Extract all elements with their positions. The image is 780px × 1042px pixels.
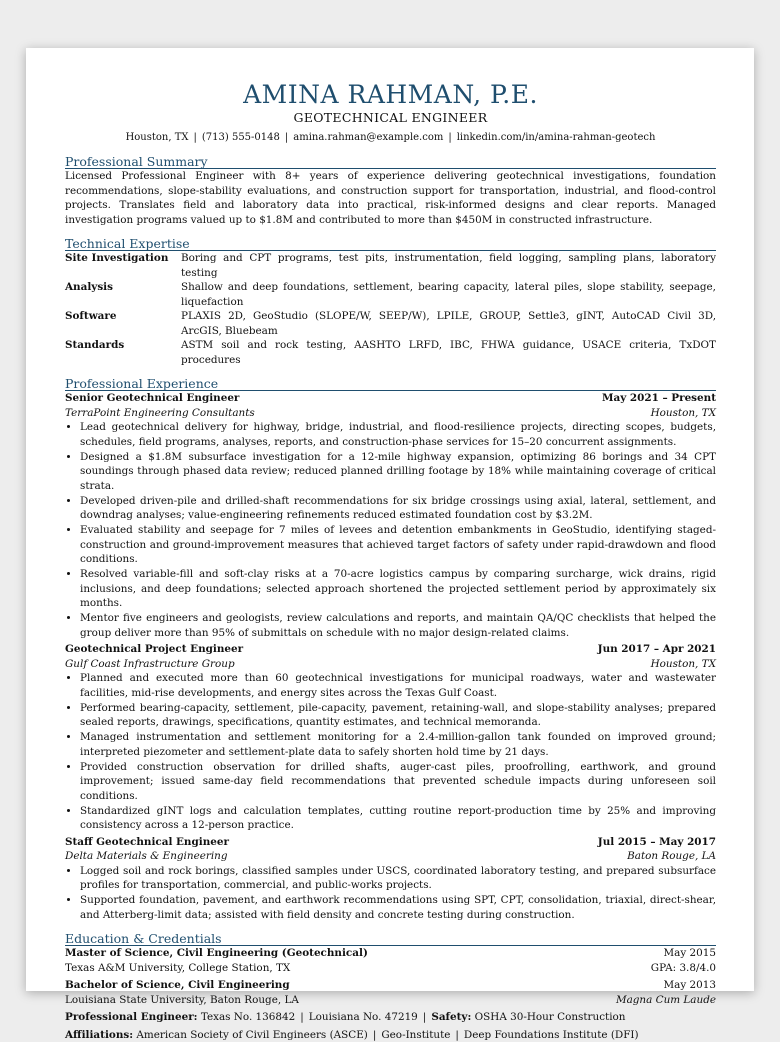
degree-date: May 2013 (664, 978, 716, 993)
job-bullet: • Mentor five engineers and geologists, review calculations and reports, and maintain QA/QC checklists that helped the group deliver more than 95% of submittals on schedule with no major design-related claims. (80, 611, 716, 640)
skill-value: ASTM soil and rock testing, AASHTO LRFD, IBC, FHWA guidance, USACE criteria, TxDOT procedures (181, 338, 716, 367)
degree-entry (65, 946, 716, 975)
license-label: Professional Engineer: (65, 1011, 198, 1023)
candidate-title: GEOTECHNICAL ENGINEER (65, 110, 716, 125)
degree-note: GPA: 3.8/4.0 (651, 961, 716, 976)
job-bullets (65, 420, 716, 640)
job-entry (65, 642, 716, 833)
job-bullet: • Provided construction observation for drilled shafts, auger-cast piles, proofrolling, earthwork, and ground improvement; issued same-day field recommendations that prevented schedule impacts during unforeseen soil conditions. (80, 760, 716, 804)
experience-heading: Professional Experience (65, 376, 716, 391)
summary-text: Licensed Professional Engineer with 8+ years of experience delivering geotechnical investigations, foundation recommendations, slope-stability evaluations, and construction support for transportation, industrial, and flood-control projects. Translates field and laboratory data into practical, risk-informed designs and clear reports. Managed investigation programs valued up to $1.8M and contributed to more than $450M in constructed infrastructure. (65, 169, 716, 227)
contact-location: Houston, TX (126, 132, 189, 143)
job-dates: Jul 2015 – May 2017 (598, 835, 716, 850)
job-location: Baton Rouge, LA (627, 849, 716, 864)
safety-label: Safety: (431, 1011, 471, 1023)
skill-value: Shallow and deep foundations, settlement, bearing capacity, lateral piles, slope stability, seepage, liquefaction (181, 280, 716, 309)
contact-line: Houston, TX | (713) 555-0148 | amina.rahman@example.com | linkedin.com/in/amina-rahman-geotech (65, 131, 716, 145)
resume-page (26, 48, 754, 991)
skills-table (65, 251, 716, 367)
job-bullet: • Standardized gINT logs and calculation templates, cutting routine report-production time by 25% and improving consistency across a 12-person practice. (80, 804, 716, 833)
contact-phone: (713) 555-0148 (202, 132, 280, 143)
skill-label: Standards (65, 338, 181, 367)
affiliation-item: Geo-Institute (381, 1029, 450, 1041)
degree-note: Magna Cum Laude (616, 993, 716, 1008)
degree-entry (65, 978, 716, 1007)
skill-label: Site Investigation (65, 251, 181, 280)
affiliation-item: American Society of Civil Engineers (ASCE) (136, 1029, 367, 1041)
skill-row (65, 309, 716, 338)
affiliations-line: Affiliations: American Society of Civil Engineers (ASCE) | Geo-Institute | Deep Foundations Institute (DFI) (65, 1028, 716, 1042)
job-bullet: • Managed instrumentation and settlement monitoring for a 2.4-million-gallon tank founded on improved ground; interpreted piezometer and settlement-plate data to safely shorten hold time by 21 days. (80, 730, 716, 759)
skill-row (65, 280, 716, 309)
job-bullet: • Resolved variable-fill and soft-clay risks at a 70-acre logistics campus by comparing surcharge, wick drains, rigid inclusions, and deep foundations; selected approach shortened the projected settlement period by approximately six months. (80, 567, 716, 611)
skill-value: Boring and CPT programs, test pits, instrumentation, field logging, sampling plans, laboratory testing (181, 251, 716, 280)
job-entry (65, 835, 716, 923)
degree-school: Texas A&M University, College Station, TX (65, 961, 290, 976)
job-bullet: • Supported foundation, pavement, and earthwork recommendations using SPT, CPT, consolidation, triaxial, direct-shear, and Atterberg-limit data; assisted with field density and concrete testing during construction. (80, 893, 716, 922)
skills-heading: Technical Expertise (65, 236, 716, 251)
safety-value: OSHA 30-Hour Construction (475, 1011, 626, 1023)
job-entry (65, 391, 716, 640)
job-bullet: • Lead geotechnical delivery for highway, bridge, industrial, and flood-resilience projects, directing scopes, budgets, schedules, field programs, analyses, reports, and construction-phase services for 15–20 concurrent assignments. (80, 420, 716, 449)
job-role: Staff Geotechnical Engineer (65, 835, 229, 850)
job-bullet: • Designed a $1.8M subsurface investigation for a 12-mile highway expansion, optimizing 86 borings and 34 CPT soundings through phased data review; reduced planned drilling footage by 18% while maintaining coverage of critical strata. (80, 450, 716, 494)
skill-label: Analysis (65, 280, 181, 309)
summary-heading: Professional Summary (65, 154, 716, 169)
degree-name: Bachelor of Science, Civil Engineering (65, 978, 290, 993)
job-company: Gulf Coast Infrastructure Group (65, 657, 235, 672)
job-role: Geotechnical Project Engineer (65, 642, 243, 657)
education-heading: Education & Credentials (65, 931, 716, 946)
skill-row (65, 251, 716, 280)
job-bullet: • Performed bearing-capacity, settlement, pile-capacity, pavement, retaining-wall, and slope-stability analyses; prepared sealed reports, drawings, specifications, quantity estimates, and technical memoranda. (80, 701, 716, 730)
skill-value: PLAXIS 2D, GeoStudio (SLOPE/W, SEEP/W), LPILE, GROUP, Settle3, gINT, AutoCAD Civil 3D, ArcGIS, Bluebeam (181, 309, 716, 338)
license-item: Louisiana No. 47219 (309, 1011, 418, 1023)
job-bullet: • Logged soil and rock borings, classified samples under USCS, coordinated laboratory testing, and prepared subsurface profiles for transportation, commercial, and public-works projects. (80, 864, 716, 893)
contact-email[interactable]: amina.rahman@example.com (293, 132, 443, 143)
job-dates: Jun 2017 – Apr 2021 (598, 642, 716, 657)
degree-name: Master of Science, Civil Engineering (Geotechnical) (65, 946, 368, 961)
contact-linkedin[interactable]: linkedin.com/in/amina-rahman-geotech (457, 132, 656, 143)
affiliation-item: Deep Foundations Institute (DFI) (464, 1029, 639, 1041)
job-company: Delta Materials & Engineering (65, 849, 228, 864)
job-bullets (65, 671, 716, 833)
license-item: Texas No. 136842 (201, 1011, 295, 1023)
job-location: Houston, TX (651, 406, 716, 421)
resume-content (65, 80, 716, 1042)
skill-label: Software (65, 309, 181, 338)
degree-date: May 2015 (664, 946, 716, 961)
job-bullet: • Planned and executed more than 60 geotechnical investigations for municipal roadways, water and wastewater facilities, mid-rise developments, and energy sites across the Texas Gulf Coast. (80, 671, 716, 700)
job-bullet: • Evaluated stability and seepage for 7 miles of levees and detention embankments in GeoStudio, identifying staged-construction and ground-improvement measures that achieved target factors of safety under rapid-drawdown and flood conditions. (80, 523, 716, 567)
job-dates: May 2021 – Present (602, 391, 716, 406)
job-bullets (65, 864, 716, 923)
job-role: Senior Geotechnical Engineer (65, 391, 239, 406)
affiliations-label: Affiliations: (65, 1029, 133, 1041)
job-company: TerraPoint Engineering Consultants (65, 406, 255, 421)
job-location: Houston, TX (651, 657, 716, 672)
candidate-name: AMINA RAHMAN, P.E. (65, 80, 716, 110)
job-bullet: • Developed driven-pile and drilled-shaft recommendations for six bridge crossings using axial, lateral, settlement, and downdrag analyses; value-engineering refinements reduced estimated foundation cost by $3.2M. (80, 494, 716, 523)
skill-row (65, 338, 716, 367)
licenses-line: Professional Engineer: Texas No. 136842 | Louisiana No. 47219 | Safety: OSHA 30-Hour Construction (65, 1010, 716, 1025)
degree-school: Louisiana State University, Baton Rouge, LA (65, 993, 299, 1008)
